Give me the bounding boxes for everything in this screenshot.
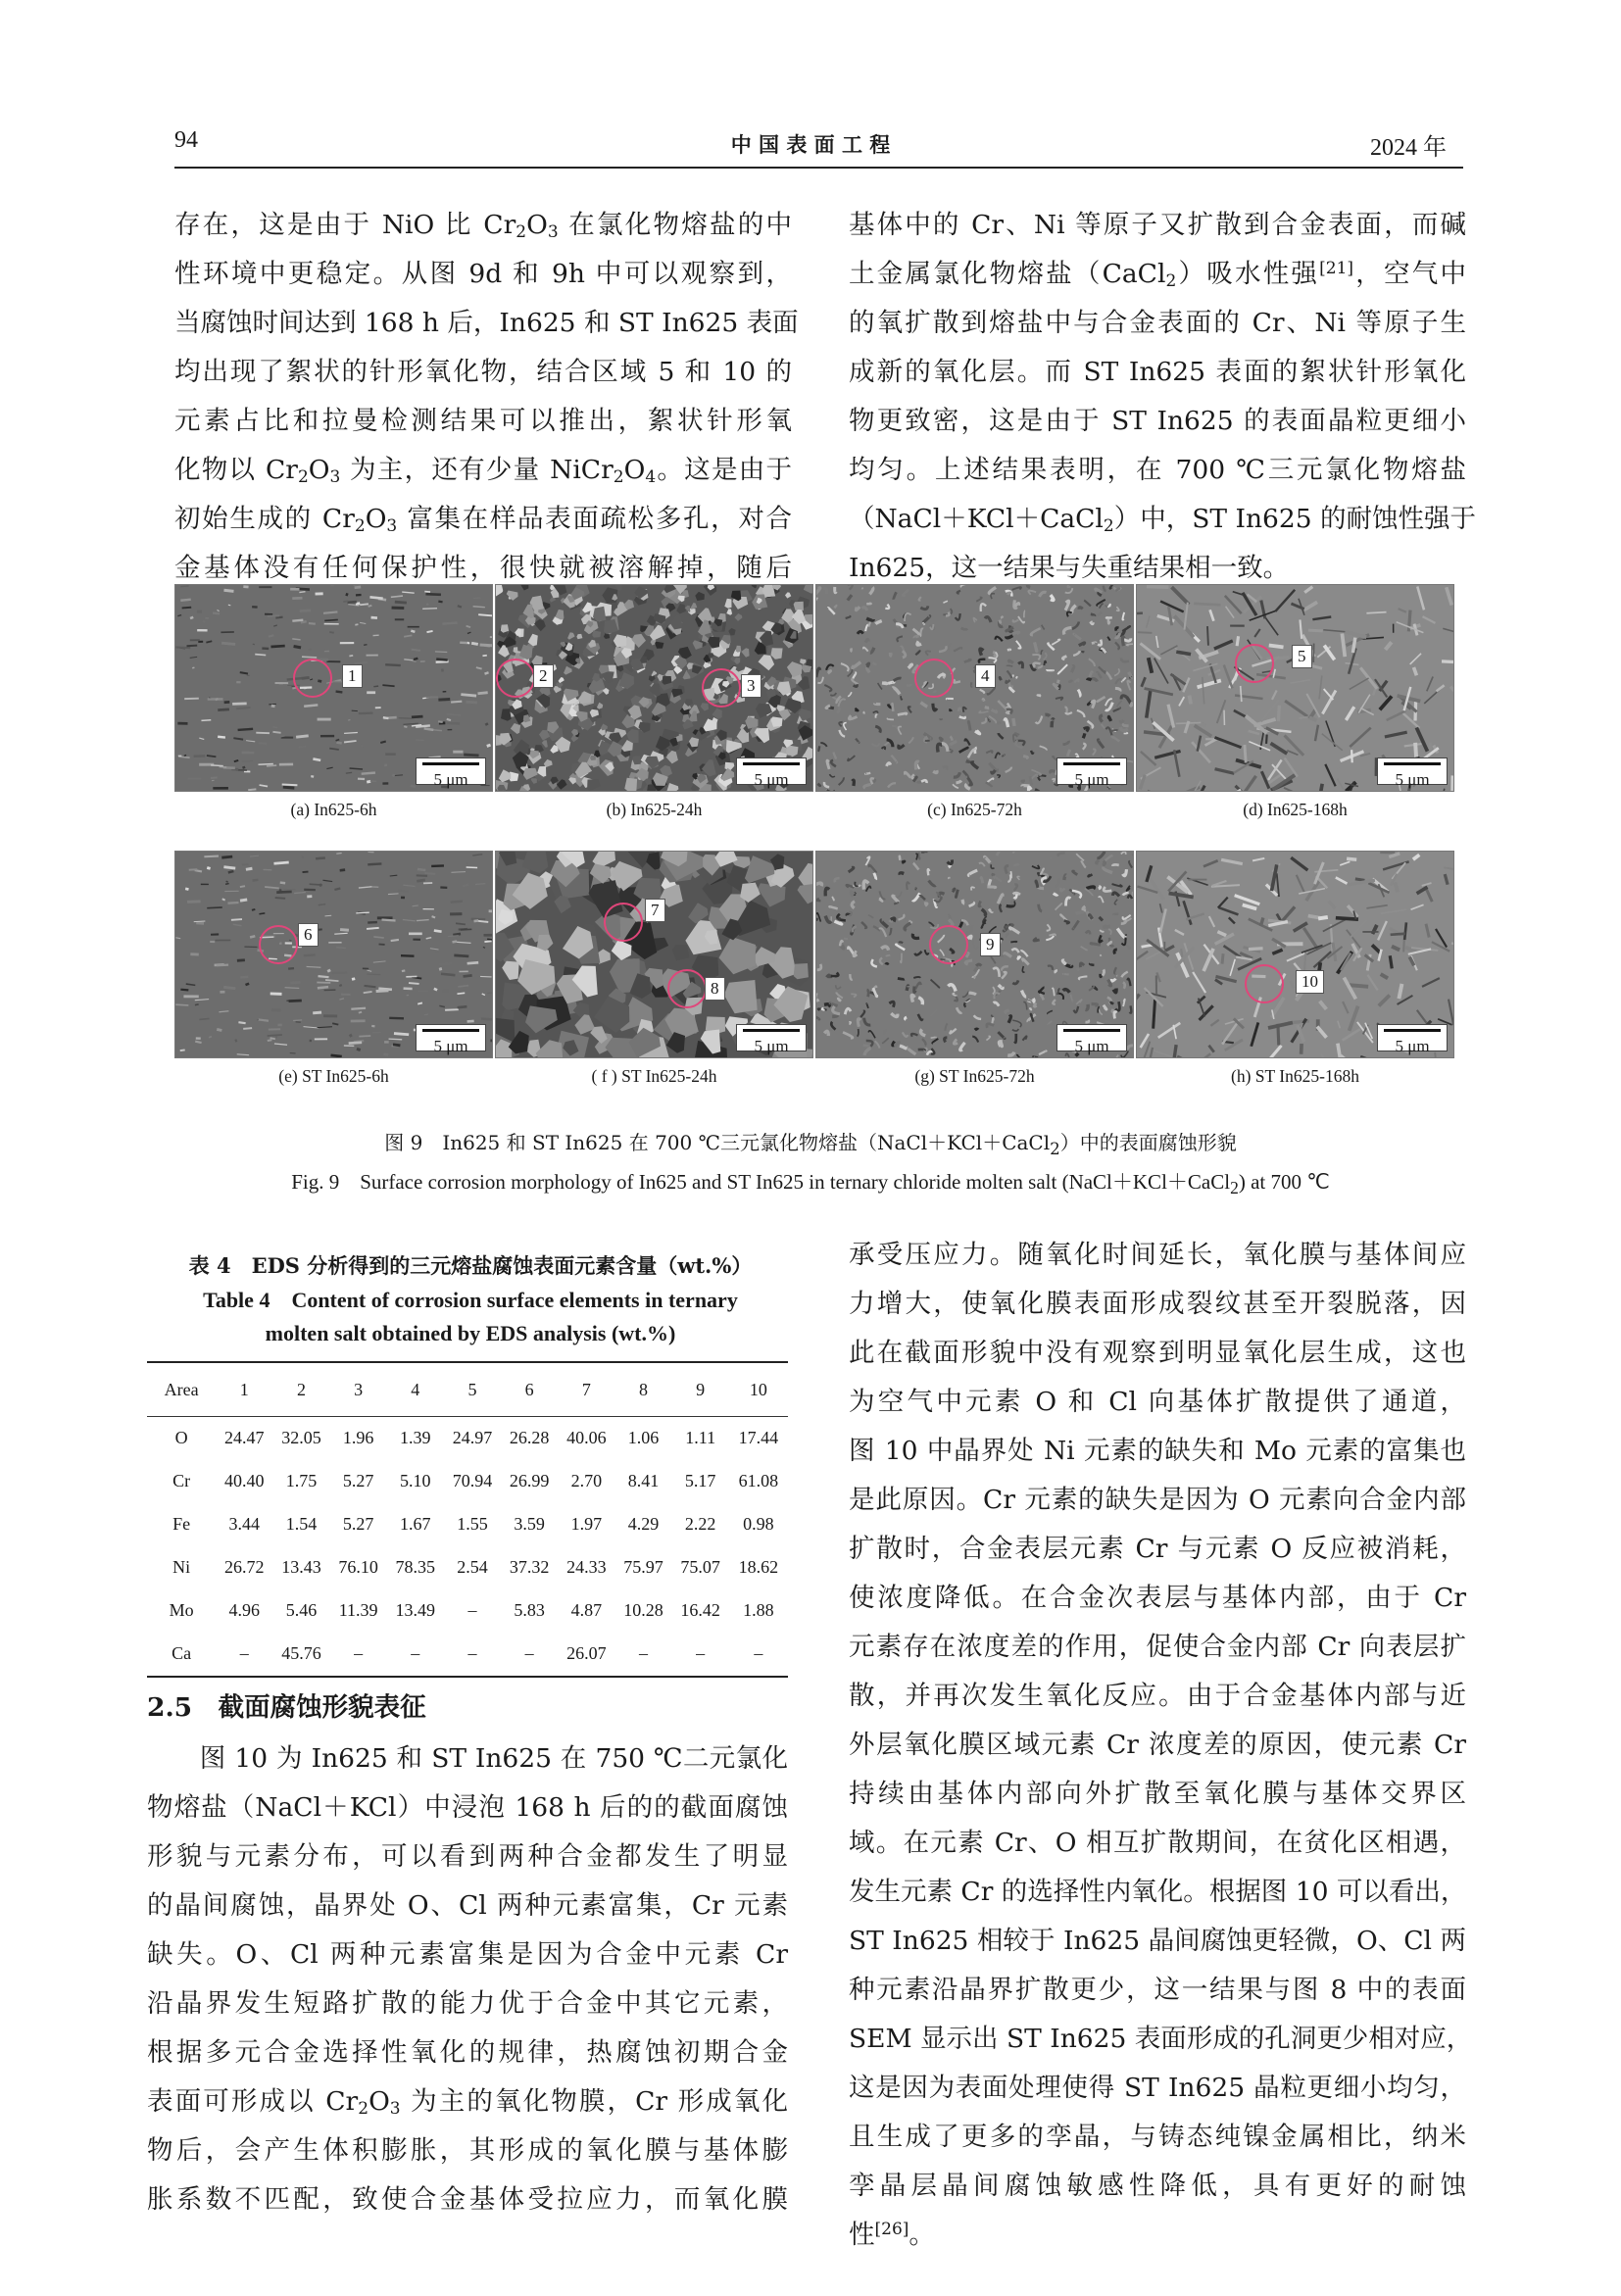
table-cell: 2.70 bbox=[570, 1470, 603, 1490]
figure-caption-en: Fig. 9 Surface corrosion morphology of In625 and ST In625 in ternary chloride molten salt (NaCl＋KCl＋CaCl$_2$) at 700 ℃ bbox=[291, 1170, 1330, 1198]
text-line: 元素存在浓度差的作用，促使合金内部 Cr 向表层扩 bbox=[849, 1632, 1466, 1662]
area-marker-number: 2 bbox=[533, 664, 554, 688]
table-cell: 24.47 bbox=[224, 1427, 265, 1447]
figure-panel bbox=[174, 851, 493, 1058]
table-cell: Ca bbox=[172, 1642, 192, 1663]
left-column-top bbox=[174, 201, 799, 593]
area-marker-number: 7 bbox=[645, 899, 665, 922]
panel-caption: (a) In625-6h bbox=[290, 800, 377, 819]
panel-caption: (d) In625-168h bbox=[1243, 800, 1348, 819]
table-cell: – bbox=[411, 1642, 420, 1663]
text-line: 发生元素 Cr 的选择性内氧化。根据图 10 可以看出， bbox=[849, 1877, 1467, 1907]
figure-panel bbox=[174, 584, 493, 792]
area-marker-circle bbox=[1245, 964, 1284, 1003]
section-heading: 2.5 截面腐蚀形貌表征 bbox=[147, 1692, 426, 1723]
table-cell: – bbox=[467, 1642, 477, 1663]
table-cell: 8.41 bbox=[627, 1470, 660, 1490]
text-line: 孪晶层晶间腐蚀敏感性降低，具有更好的耐蚀 bbox=[849, 2171, 1466, 2201]
figure-9 bbox=[174, 584, 1458, 1113]
left-column-bottom bbox=[147, 1734, 788, 2224]
figure-panel bbox=[815, 851, 1134, 1058]
text-line: 为空气中元素 O 和 Cl 向基体扩散提供了通道， bbox=[849, 1387, 1466, 1417]
text-line: 沿晶界发生短路扩散的能力优于合金中其它元素， bbox=[147, 1988, 788, 2019]
table-cell: 4.96 bbox=[228, 1599, 261, 1620]
panel-caption: (c) In625-72h bbox=[927, 800, 1022, 819]
table-header-cell: 5 bbox=[467, 1379, 477, 1399]
table-cell: 17.44 bbox=[738, 1427, 779, 1447]
table-cell: Mo bbox=[169, 1599, 194, 1620]
text-line: In625，这一结果与失重结果相一致。 bbox=[849, 553, 1290, 583]
text-line: 性环境中更稳定。从图 9d 和 9h 中可以观察到， bbox=[174, 259, 792, 289]
table-cell: – bbox=[467, 1599, 477, 1620]
table-row bbox=[147, 1416, 788, 1459]
table-cell: 1.96 bbox=[342, 1427, 374, 1447]
text-line: 均匀。上述结果表明，在 700 ℃三元氯化物熔盐 bbox=[849, 455, 1466, 485]
text-line: 当腐蚀时间达到 168 h 后，In625 和 ST In625 表面 bbox=[174, 308, 799, 338]
table-row bbox=[147, 1545, 788, 1588]
scale-bar: 5 μm bbox=[416, 757, 486, 785]
text-line: 持续由基体内部向外扩散至氧化膜与基体交界区 bbox=[849, 1779, 1466, 1809]
table-cell: 13.43 bbox=[281, 1556, 321, 1577]
figure-panel bbox=[815, 584, 1134, 792]
text-line: 成新的氧化层。而 ST In625 表面的絮状针形氧化 bbox=[849, 357, 1466, 387]
text-line: 物后，会产生体积膨胀，其形成的氧化膜与基体膨 bbox=[147, 2135, 788, 2166]
text-line: 形貌与元素分布，可以看到两种合金都发生了明显 bbox=[147, 1841, 788, 1872]
table-header-cell: 2 bbox=[296, 1379, 306, 1399]
text-line: 图 10 为 In625 和 ST In625 在 750 ℃二元氯化 bbox=[147, 1743, 788, 1774]
table-cell: 18.62 bbox=[738, 1556, 779, 1577]
table-caption-en-line1: Table 4 Content of corrosion surface elements in ternary bbox=[203, 1288, 738, 1312]
table-cell: 70.94 bbox=[452, 1470, 493, 1490]
table-cell: 26.72 bbox=[224, 1556, 265, 1577]
table-cell: 5.17 bbox=[684, 1470, 716, 1490]
table-header-cell: 10 bbox=[749, 1379, 767, 1399]
table-cell: 3.44 bbox=[228, 1513, 261, 1534]
text-line: 此在截面形貌中没有观察到明显氧化层生成，这也 bbox=[849, 1338, 1466, 1368]
table-cell: 1.39 bbox=[400, 1427, 431, 1447]
table-cell: 10.28 bbox=[623, 1599, 663, 1620]
table-header-cell: 7 bbox=[581, 1379, 591, 1399]
table-cell: 78.35 bbox=[395, 1556, 436, 1577]
table-bottom-rule bbox=[147, 1676, 788, 1678]
table-cell: Fe bbox=[172, 1513, 191, 1534]
table-cell: 1.75 bbox=[285, 1470, 318, 1490]
area-marker-circle bbox=[496, 659, 535, 698]
table-cell: 61.08 bbox=[738, 1470, 779, 1490]
table-cell: – bbox=[638, 1642, 648, 1663]
table-cell: 5.27 bbox=[342, 1470, 374, 1490]
area-marker-circle bbox=[604, 903, 643, 942]
area-marker-number: 3 bbox=[741, 674, 761, 698]
table-cell: 40.40 bbox=[224, 1470, 265, 1490]
table-cell: O bbox=[174, 1427, 188, 1447]
table-cell: 0.98 bbox=[743, 1513, 774, 1534]
area-marker-number: 4 bbox=[975, 664, 996, 688]
text-line: 使浓度降低。在合金次表层与基体内部，由于 Cr bbox=[849, 1583, 1466, 1613]
table-caption-en-line2: molten salt obtained by EDS analysis (wt.%) bbox=[265, 1321, 676, 1345]
table-cell: – bbox=[524, 1642, 534, 1663]
table-cell: 1.55 bbox=[457, 1513, 488, 1534]
text-line: 的晶间腐蚀，晶界处 O、Cl 两种元素富集，Cr 元素 bbox=[147, 1890, 788, 1921]
area-marker-number: 6 bbox=[298, 923, 319, 947]
table-cell: 5.27 bbox=[342, 1513, 374, 1534]
table-cell: 32.05 bbox=[281, 1427, 321, 1447]
right-column-top bbox=[849, 201, 1477, 593]
text-line: 金基体没有任何保护性，很快就被溶解掉，随后 bbox=[174, 553, 792, 583]
table-cell: 5.46 bbox=[285, 1599, 318, 1620]
area-marker-circle bbox=[667, 969, 707, 1008]
table-cell: 4.87 bbox=[570, 1599, 603, 1620]
panel-caption: (g) ST In625-72h bbox=[914, 1066, 1035, 1086]
text-line: 胀系数不匹配，致使合金基体受拉应力，而氧化膜 bbox=[147, 2184, 788, 2215]
scale-bar: 5 μm bbox=[1377, 1024, 1448, 1051]
eds-table bbox=[147, 1363, 788, 1675]
table-cell: – bbox=[239, 1642, 249, 1663]
table-cell: – bbox=[754, 1642, 763, 1663]
table-cell: 1.11 bbox=[685, 1427, 716, 1447]
journal-name: 中 国 表 面 工 程 bbox=[730, 133, 891, 157]
area-marker-circle bbox=[929, 925, 968, 964]
table-header-rule bbox=[147, 1416, 788, 1417]
table-caption-cn: 表 4 EDS 分析得到的三元熔盐腐蚀表面元素含量（wt.%） bbox=[188, 1253, 753, 1278]
text-line: 承受压应力。随氧化时间延长，氧化膜与基体间应 bbox=[849, 1240, 1466, 1270]
text-line: 性[26]。 bbox=[849, 2220, 935, 2250]
table-header-cell: 6 bbox=[524, 1379, 534, 1399]
table-cell: 37.32 bbox=[509, 1556, 550, 1577]
figure-panel bbox=[1136, 851, 1454, 1058]
text-line: 外层氧化膜区域元素 Cr 浓度差的原因，使元素 Cr bbox=[849, 1730, 1466, 1760]
scale-bar: 5 μm bbox=[1377, 757, 1448, 785]
text-line: 这是因为表面处理使得 ST In625 晶粒更细小均匀， bbox=[849, 2073, 1466, 2103]
text-line: 初始生成的 $Cr_2O_3$ 富集在样品表面疏松多孔，对合 bbox=[174, 504, 792, 536]
panel-caption: (h) ST In625-168h bbox=[1231, 1066, 1359, 1086]
text-line: 图 10 中晶界处 Ni 元素的缺失和 Mo 元素的富集也 bbox=[849, 1436, 1466, 1466]
text-line: 且生成了更多的孪晶，与铸态纯镍金属相比，纳米 bbox=[849, 2122, 1466, 2152]
table-header-cell: 9 bbox=[696, 1379, 706, 1399]
table-cell: 26.07 bbox=[566, 1642, 607, 1663]
table-row bbox=[147, 1588, 788, 1632]
text-line: 土金属氯化物熔盐（CaCl$_2$）吸水性强[21]，空气中 bbox=[849, 259, 1467, 291]
header-rule bbox=[174, 167, 1463, 169]
figure-panel bbox=[495, 851, 813, 1058]
text-line: 的氧扩散到熔盐中与合金表面的 Cr、Ni 等原子生 bbox=[849, 308, 1466, 338]
text-line: 均出现了絮状的针形氧化物，结合区域 5 和 10 的 bbox=[174, 357, 792, 387]
area-marker-circle bbox=[259, 925, 298, 964]
area-marker-circle bbox=[702, 668, 741, 708]
table-row bbox=[147, 1632, 788, 1675]
table-cell: 75.97 bbox=[623, 1556, 663, 1577]
table-cell: 1.88 bbox=[743, 1599, 774, 1620]
table-cell: 45.76 bbox=[281, 1642, 321, 1663]
table-cell: 1.54 bbox=[285, 1513, 318, 1534]
year: 2024 年 bbox=[1370, 135, 1447, 161]
area-marker-number: 10 bbox=[1296, 970, 1324, 994]
table-cell: Ni bbox=[172, 1556, 191, 1577]
table-header-cell: 3 bbox=[354, 1379, 364, 1399]
text-line: 物更致密，这是由于 ST In625 的表面晶粒更细小 bbox=[849, 406, 1466, 436]
area-marker-number: 5 bbox=[1292, 645, 1312, 668]
text-line: 力增大，使氧化膜表面形成裂纹甚至开裂脱落，因 bbox=[849, 1289, 1466, 1319]
panel-caption: ( f ) ST In625-24h bbox=[591, 1066, 717, 1086]
table-cell: 11.39 bbox=[338, 1599, 378, 1620]
table-cell: 3.59 bbox=[514, 1513, 545, 1534]
table-cell: 1.06 bbox=[627, 1427, 660, 1447]
table-cell: 5.83 bbox=[514, 1599, 545, 1620]
text-line: 化物以 $Cr_2O_3$ 为主，还有少量 $NiCr_2O_4$。这是由于 bbox=[174, 455, 792, 487]
area-marker-number: 1 bbox=[342, 664, 363, 688]
table-cell: 24.33 bbox=[566, 1556, 607, 1577]
table-cell: 40.06 bbox=[566, 1427, 607, 1447]
area-marker-circle bbox=[914, 659, 954, 698]
table-row bbox=[147, 1459, 788, 1502]
text-line: 散，并再次发生氧化反应。由于合金基体内部与近 bbox=[849, 1681, 1466, 1711]
table-cell: – bbox=[354, 1642, 364, 1663]
scale-bar: 5 μm bbox=[736, 1024, 807, 1051]
scale-bar: 5 μm bbox=[736, 757, 807, 785]
text-line: 表面可形成以 $Cr_2O_3$ 为主的氧化物膜，Cr 形成氧化 bbox=[147, 2086, 789, 2119]
table-row bbox=[147, 1502, 788, 1545]
text-line: 扩散时，合金表层元素 Cr 与元素 O 反应被消耗， bbox=[849, 1534, 1466, 1564]
text-line: SEM 显示出 ST In625 表面形成的孔洞更少相对应， bbox=[849, 2024, 1473, 2054]
text-line: 种元素沿晶界扩散更少，这一结果与图 8 中的表面 bbox=[849, 1975, 1466, 2005]
text-line: ST In625 相较于 In625 晶间腐蚀更轻微，O、Cl 两 bbox=[849, 1926, 1466, 1956]
scale-bar: 5 μm bbox=[1056, 757, 1127, 785]
table-cell: 16.42 bbox=[680, 1599, 720, 1620]
table-cell: 13.49 bbox=[395, 1599, 436, 1620]
table-cell: 26.28 bbox=[509, 1427, 550, 1447]
panel-caption: (b) In625-24h bbox=[606, 800, 703, 819]
table-header-cell: 1 bbox=[239, 1379, 249, 1399]
area-marker-number: 9 bbox=[980, 933, 1001, 956]
figure-panel bbox=[495, 584, 813, 792]
table-header-cell: Area bbox=[164, 1379, 199, 1399]
figure-caption-cn: 图 9 In625 和 ST In625 在 700 ℃三元氯化物熔盐（NaCl＋KCl＋CaCl$_2$）中的表面腐蚀形貌 bbox=[384, 1131, 1237, 1158]
right-column-bottom bbox=[849, 1231, 1473, 2260]
page-number: 94 bbox=[174, 127, 198, 153]
figure-panel bbox=[1136, 584, 1454, 792]
eds-table-wrapper bbox=[147, 1363, 788, 1675]
text-line: 基体中的 Cr、Ni 等原子又扩散到合金表面，而碱 bbox=[849, 210, 1466, 240]
table-header-cell: 8 bbox=[638, 1379, 648, 1399]
text-line: （NaCl＋KCl＋CaCl$_2$）中，ST In625 的耐蚀性强于 bbox=[849, 504, 1477, 536]
table-cell: Cr bbox=[172, 1470, 191, 1490]
table-cell: 26.99 bbox=[509, 1470, 550, 1490]
text-line: 域。在元素 Cr、O 相互扩散期间，在贫化区相遇， bbox=[849, 1828, 1466, 1858]
text-line: 存在，这是由于 NiO 比 $Cr_2O_3$ 在氯化物熔盐的中 bbox=[174, 210, 792, 242]
table-header-cell: 4 bbox=[411, 1379, 420, 1399]
panel-caption: (e) ST In625-6h bbox=[278, 1066, 389, 1086]
area-marker-circle bbox=[1235, 644, 1274, 683]
table-cell: 75.07 bbox=[680, 1556, 720, 1577]
table-cell: – bbox=[696, 1642, 706, 1663]
text-line: 缺失。O、Cl 两种元素富集是因为合金中元素 Cr bbox=[147, 1939, 788, 1970]
table-cell: 24.97 bbox=[452, 1427, 493, 1447]
text-line: 物熔盐（NaCl＋KCl）中浸泡 168 h 后的的截面腐蚀 bbox=[147, 1792, 788, 1823]
area-marker-circle bbox=[293, 659, 332, 698]
table-cell: 1.97 bbox=[570, 1513, 603, 1534]
text-line: 根据多元合金选择性氧化的规律，热腐蚀初期合金 bbox=[147, 2037, 788, 2068]
table-cell: 2.22 bbox=[684, 1513, 716, 1534]
table-cell: 4.29 bbox=[627, 1513, 660, 1534]
table-cell: 2.54 bbox=[457, 1556, 488, 1577]
table-cell: 5.10 bbox=[400, 1470, 431, 1490]
text-line: 是此原因。Cr 元素的缺失是因为 O 元素向合金内部 bbox=[849, 1485, 1466, 1515]
table-cell: 76.10 bbox=[338, 1556, 378, 1577]
text-line: 元素占比和拉曼检测结果可以推出，絮状针形氧 bbox=[174, 406, 792, 436]
scale-bar: 5 μm bbox=[1056, 1024, 1127, 1051]
table-cell: 1.67 bbox=[400, 1513, 431, 1534]
scale-bar: 5 μm bbox=[416, 1024, 486, 1051]
area-marker-number: 8 bbox=[705, 977, 725, 1001]
